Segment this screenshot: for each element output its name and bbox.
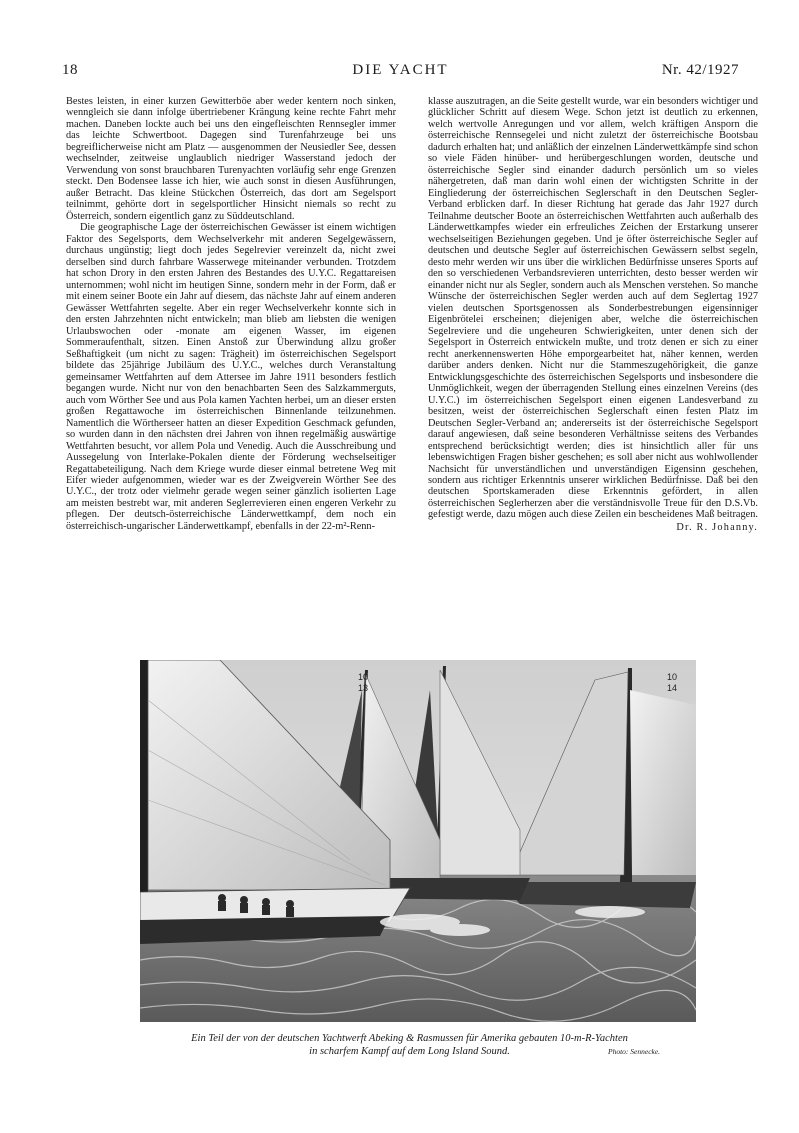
right-text-column bbox=[428, 96, 758, 533]
page-number: 18 bbox=[62, 62, 78, 78]
caption-line-2: in scharfem Kampf auf dem Long Island Sound. bbox=[309, 1046, 510, 1057]
left-paragraph-1: Bestes leisten, in einer kurzen Gewitterböe aber weder kentern noch sinken, wenngleich sie dann infolge übertriebener Krängung keine rechte Fahrt mehr machen. Daneben lockte auch bei uns den eingefleischten Rennsegler immer das leichte Schwertboot. Dagegen sind Turenfahrzeuge bei uns begreiflicherweise nicht am Platz — ausgenommen der Neusiedler See, dessen wechselnder, zeitweise unglaublich niedriger Wasserstand jedoch der Verwendung von sonst brauchbaren Turenyachten vorläufig sehr enge Grenzen steckt. Den Bodensee lasse ich hier, wie auch sonst in diesen Ausführungen, außer Betracht. Das kleine Stückchen Österreich, das dort am Segelsport teilnimmt, gehörte dort in segelsportlicher Hinsicht niemals so recht zu Österreich, sondern eigentlich ganz zu Süddeutschland. bbox=[66, 96, 396, 222]
sail-number-right-top: 10 bbox=[667, 672, 678, 682]
sail-number-middle-bottom: 13 bbox=[358, 683, 369, 693]
photo-credit: Photo: Sennecke. bbox=[608, 1047, 661, 1056]
page-header bbox=[62, 62, 739, 84]
caption-line-1: Ein Teil der von der deutschen Yachtwerft Abeking & Rasmussen für Amerika gebauten 10-m-R-Yachten bbox=[191, 1033, 628, 1044]
yacht-race-photo bbox=[140, 660, 696, 1022]
right-paragraph-1: klasse auszutragen, an die Seite gestellt wurde, war ein besonders wichtiger und glücklicher Schritt auf diesem Wege. Schon jetzt ist deutlich zu erkennen, welch wertvolle Anregungen und vor allem, welch kräftigen Ansporn die österreichische Rennsegelei und nicht zuletzt der österreichische Bootsbau dadurch erhalten hat; und anläßlich der einzelnen Länderwettkämpfe sind schon so viele Fäden hinüber- und herübergeschlungen worden, deutsche und österreichische Segler sind einander dadurch persönlich um so vieles nähergetreten, daß man darin wohl einen der wichtigsten Schritte in der Eingliederung der österreichischen Seglerschaft in den Deutschen Segler-Verband erblicken darf. In dieser Richtung hat gerade das Jahr 1927 durch Teilnahme deutscher Boote an österreichischen Wettfahrten auch außerhalb des Länderwettkampfes wieder ein erfreuliches Zeichen der Erstarkung unserer wechselseitigen Beziehungen gegeben. Und je öfter österreichische Segler auf deutschen und deutsche Segler auf österreichischen Gewässern selbst segeln, desto mehr werden wir uns über die wirklichen Bedürfnisse unseres Sports auf den so verschiedenen Verbandsrevieren unterrichten, desto besser werden wir einander nicht nur als Segler, sondern auch als Menschen verstehen. So manche Wünsche der österreichischen Segler werden auch auf dem Seglertag 1927 vielen deutschen Sportsgenossen als Sonderbestrebungen eigensinniger Eigenbrötelei erscheinen; diejenigen aber, welche die österreichischen Segelreviere und die ungeheuren Schwierigkeiten, unter denen sich der Segelsport in Österreich entwickeln mußte, und trotz denen er sich zu einer recht anerkennenswerten Höhe emporgearbeitet hat, näher kennen, werden darüber anders denken. Nicht nur die Stammeszugehörigkeit, die ganze Entwicklungsgeschichte des österreichischen Segelsports und insbesondere die Unmöglichkeit, wegen der überragenden Stellung eines einzelnen Vereins (des U.Y.C.) im österreichischen Segelsport einen eigenen Landesverband zu besitzen, weist der österreichischen Seglerschaft einen festen Platz im Deutschen Segler-Verband an; andererseits ist der österreichische Segelsport darauf angewiesen, daß seine besonderen Verhältnisse seitens des Verbandes entsprechend berücksichtigt werden; dies ist hinsichtlich aller für uns lebenswichtigen Fragen bisher geschehen; es soll aber nicht aus wohlwollender Nachsicht für unverständlichen und unverständigen Eigensinn geschehen, sondern aus richtiger Erkenntnis unserer wirklichen Bedürfnisse. Daß bei den deutschen Sportskameraden diese Erkenntnis gefördert, in allen österreichischen Seglerherzen aber die verständnisvolle Treue für den D.S.Vb. gefestigt werde, dazu mögen auch diese Zeilen ein bescheidenes Maß beitragen. bbox=[428, 96, 758, 521]
left-text-column bbox=[66, 96, 396, 532]
sail-number-right-bottom: 14 bbox=[667, 683, 678, 693]
author-signature: Dr. R. Johanny. bbox=[676, 521, 758, 533]
left-paragraph-2: Die geographische Lage der österreichischen Gewässer ist einem wichtigen Faktor des Segelsports, dem Wechselverkehr mit anderen Segelgewässern, durchaus ungünstig; liegt doch jedes Segelrevier vereinzelt da, nicht zwei derselben sind durch fahrbare Wasserwege miteinander verbunden. Trotzdem hat schon Drory in den ersten Jahren des Bestandes des U.Y.C. Regattareisen unternommen; wohl nicht im heutigen Sinne, sondern mehr in der Form, daß er mit einem seiner Boote ein Jahr auf diesem, das nächste Jahr auf einem anderen Gewässer Wettfahrten segelte. Aber ein reger Wechselverkehr konnte sich in den ersten Jahrzehnten nicht entwickeln; man blieb am liebsten die wenigen Urlaubswochen oder -monate am eigenen Wasser, im eigenen Sommeraufenthalt, sitzen. Einen Anstoß zur Überwindung allzu großer Seßhaftigkeit (um nicht zu sagen: Trägheit) im österreichischen Segelsport bildete das 25jährige Jubiläum des U.Y.C., welches durch Veranstaltung gemeinsamer Wettfahrten auf dem Attersee im Jahre 1911 besonders festlich begangen wurde. Nicht nur von den benachbarten Seen des Salzkammerguts, auch vom Wörther See und aus Pola kamen Yachten herbei, um an dieser ersten großen Regattawoche im österreichischen Binnenlande teilzunehmen. Namentlich die Wörtherseer hatten an dieser Expedition Geschmack gefunden, so wurden dann in den nächsten drei Jahren von ihnen regelmäßig auswärtige Wettfahrten besucht, vor allem Pola und Venedig. Auch die Ausschreibung und Aussegelung von Interlake-Pokalen diente der Förderung wechselseitiger Regattabeteiligung. Nach dem Kriege wurde dieser einmal betretene Weg mit Eifer wieder aufgenommen, wieder war es der Zweigverein Wörther See des U.Y.C., der trotz oder vielmehr gerade wegen seiner gänzlich isolierten Lage am meisten bestrebt war, mit anderen Seglerrevieren einen engeren Verkehr zu pflegen. Der deutsch-österreichische Länderwettkampf, dem noch ein österreichisch-ungarischer Länderwettkampf, ebenfalls in der 22-m²-Renn- bbox=[66, 222, 396, 532]
sail-number-middle-top: 10 bbox=[358, 672, 369, 682]
yacht-race-photo-illustration bbox=[140, 660, 696, 1022]
issue-number: Nr. 42/1927 bbox=[661, 62, 739, 78]
magazine-title: DIE YACHT bbox=[352, 62, 449, 78]
